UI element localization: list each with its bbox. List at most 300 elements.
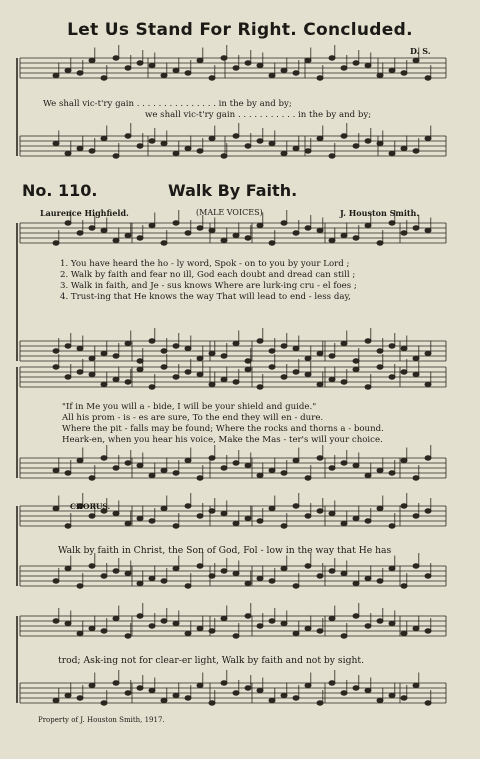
note-head xyxy=(149,339,155,343)
note-head xyxy=(149,223,155,227)
note-head xyxy=(209,351,215,355)
note-head xyxy=(401,370,407,374)
note-head xyxy=(197,564,203,568)
note-head xyxy=(65,344,71,348)
note-head xyxy=(77,696,83,700)
note-head xyxy=(341,571,347,575)
note-head xyxy=(365,339,371,343)
note-head xyxy=(377,619,383,623)
note-head xyxy=(209,228,215,232)
note-head xyxy=(317,701,323,705)
note-head xyxy=(113,377,119,381)
note-head xyxy=(329,616,335,620)
note-head xyxy=(401,631,407,635)
note-head xyxy=(89,514,95,518)
note-head xyxy=(401,71,407,75)
note-head xyxy=(65,524,71,528)
note-head xyxy=(257,576,263,580)
note-head xyxy=(101,136,107,140)
note-head xyxy=(89,626,95,630)
note-head xyxy=(281,375,287,379)
note-head xyxy=(113,154,119,158)
note-head xyxy=(89,226,95,230)
note-head xyxy=(305,372,311,376)
note-head xyxy=(65,68,71,72)
note-head xyxy=(77,71,83,75)
note-head xyxy=(53,506,59,510)
note-head xyxy=(341,134,347,138)
note-head xyxy=(317,136,323,140)
note-head xyxy=(281,344,287,348)
note-head xyxy=(305,564,311,568)
note-head xyxy=(53,619,59,623)
note-head xyxy=(269,619,275,623)
note-head xyxy=(377,698,383,702)
note-head xyxy=(269,73,275,77)
note-head xyxy=(329,354,335,358)
note-head xyxy=(173,524,179,528)
note-head xyxy=(281,621,287,625)
note-head xyxy=(401,346,407,350)
note-head xyxy=(233,66,239,70)
note-head xyxy=(353,463,359,467)
note-head xyxy=(377,241,383,245)
note-head xyxy=(329,681,335,685)
note-head xyxy=(173,344,179,348)
note-head xyxy=(269,365,275,369)
note-head xyxy=(89,683,95,687)
note-head xyxy=(173,68,179,72)
note-head xyxy=(77,146,83,150)
note-head xyxy=(245,359,251,363)
note-head xyxy=(353,236,359,240)
note-head xyxy=(425,629,431,633)
note-head xyxy=(317,574,323,578)
note-head xyxy=(425,701,431,705)
note-head xyxy=(113,56,119,60)
note-head xyxy=(365,576,371,580)
note-head xyxy=(125,66,131,70)
note-head xyxy=(341,461,347,465)
note-head xyxy=(269,141,275,145)
note-head xyxy=(53,73,59,77)
note-head xyxy=(161,506,167,510)
note-head xyxy=(305,626,311,630)
note-head xyxy=(209,629,215,633)
note-head xyxy=(281,693,287,697)
verse-1-line-b: "If in Me you will a - bide, I will be your shield and guide." xyxy=(62,402,317,412)
note-head xyxy=(233,233,239,237)
note-head xyxy=(209,509,215,513)
note-head xyxy=(257,519,263,523)
note-head xyxy=(341,341,347,345)
note-head xyxy=(161,73,167,77)
note-head xyxy=(281,151,287,155)
note-head xyxy=(113,511,119,515)
note-head xyxy=(269,506,275,510)
top-lyric-line-1: We shall vic-t'ry gain . . . . . . . . . . . . . . . in the by and by; xyxy=(43,99,292,109)
note-head xyxy=(101,76,107,80)
note-head xyxy=(77,370,83,374)
note-head xyxy=(317,456,323,460)
note-head xyxy=(65,566,71,570)
note-head xyxy=(185,696,191,700)
note-head xyxy=(353,359,359,363)
note-head xyxy=(401,146,407,150)
note-head xyxy=(377,73,383,77)
note-head xyxy=(413,356,419,360)
note-head xyxy=(401,584,407,588)
note-head xyxy=(65,471,71,475)
note-head xyxy=(77,346,83,350)
note-head xyxy=(365,139,371,143)
note-head xyxy=(389,375,395,379)
note-head xyxy=(293,370,299,374)
note-head xyxy=(293,71,299,75)
note-head xyxy=(341,233,347,237)
note-head xyxy=(413,226,419,230)
hymn-author: Laurence Highfield. xyxy=(40,208,129,218)
note-head xyxy=(221,466,227,470)
verse-2-line-a: 2. Walk by faith and fear no ill, God each doubt and dread can still ; xyxy=(60,270,356,280)
note-head xyxy=(137,359,143,363)
note-head xyxy=(413,564,419,568)
note-head xyxy=(125,380,131,384)
note-head xyxy=(293,458,299,462)
ds-mark: D. S. xyxy=(410,46,431,56)
note-head xyxy=(245,61,251,65)
note-head xyxy=(65,693,71,697)
note-head xyxy=(149,519,155,523)
note-head xyxy=(185,346,191,350)
note-head xyxy=(209,382,215,386)
note-head xyxy=(161,365,167,369)
note-head xyxy=(305,476,311,480)
note-head xyxy=(233,571,239,575)
note-head xyxy=(101,351,107,355)
note-head xyxy=(101,701,107,705)
note-head xyxy=(173,621,179,625)
note-head xyxy=(113,238,119,242)
note-head xyxy=(161,468,167,472)
note-head xyxy=(413,626,419,630)
page-title: Let Us Stand For Right. Concluded. xyxy=(67,20,413,40)
note-head xyxy=(209,76,215,80)
note-head xyxy=(269,698,275,702)
note-head xyxy=(173,471,179,475)
note-head xyxy=(197,476,203,480)
note-head xyxy=(245,581,251,585)
note-head xyxy=(209,136,215,140)
note-head xyxy=(425,456,431,460)
note-head xyxy=(197,372,203,376)
note-head xyxy=(149,473,155,477)
note-head xyxy=(293,346,299,350)
note-head xyxy=(329,238,335,242)
note-head xyxy=(365,519,371,523)
note-head xyxy=(389,221,395,225)
note-head xyxy=(389,151,395,155)
note-head xyxy=(137,516,143,520)
note-head xyxy=(161,698,167,702)
note-head xyxy=(77,458,83,462)
note-head xyxy=(401,504,407,508)
note-head xyxy=(173,151,179,155)
note-head xyxy=(113,466,119,470)
top-lyric-line-2: we shall vic-t'ry gain . . . . . . . . . . . in the by and by; xyxy=(145,110,372,120)
note-head xyxy=(65,221,71,225)
note-head xyxy=(197,626,203,630)
note-head xyxy=(113,569,119,573)
note-head xyxy=(173,693,179,697)
note-head xyxy=(221,354,227,358)
note-head xyxy=(161,241,167,245)
note-head xyxy=(425,351,431,355)
hymn-title: Walk By Faith. xyxy=(168,181,298,200)
note-head xyxy=(257,688,263,692)
note-head xyxy=(245,367,251,371)
note-head xyxy=(317,228,323,232)
note-head xyxy=(425,509,431,513)
note-head xyxy=(257,63,263,67)
note-head xyxy=(137,463,143,467)
note-head xyxy=(413,58,419,62)
note-head xyxy=(221,377,227,381)
note-head xyxy=(281,68,287,72)
note-head xyxy=(185,631,191,635)
note-head xyxy=(125,521,131,525)
note-head xyxy=(137,61,143,65)
note-head xyxy=(53,698,59,702)
note-head xyxy=(377,506,383,510)
note-head xyxy=(125,691,131,695)
hymn-number: No. 110. xyxy=(22,181,98,200)
note-head xyxy=(353,516,359,520)
note-head xyxy=(221,511,227,515)
note-head xyxy=(197,226,203,230)
note-head xyxy=(161,579,167,583)
note-head xyxy=(365,473,371,477)
note-head xyxy=(305,356,311,360)
note-head xyxy=(425,136,431,140)
note-head xyxy=(173,566,179,570)
note-head xyxy=(281,566,287,570)
note-head xyxy=(329,569,335,573)
note-head xyxy=(245,516,251,520)
note-head xyxy=(149,576,155,580)
note-head xyxy=(341,380,347,384)
note-head xyxy=(53,141,59,145)
note-head xyxy=(77,631,83,635)
note-head xyxy=(221,681,227,685)
note-head xyxy=(197,58,203,62)
note-head xyxy=(185,231,191,235)
note-head xyxy=(389,471,395,475)
note-head xyxy=(317,509,323,513)
note-head xyxy=(149,688,155,692)
note-head xyxy=(329,511,335,515)
note-head xyxy=(137,236,143,240)
note-head xyxy=(377,365,383,369)
note-head xyxy=(221,56,227,60)
note-head xyxy=(317,382,323,386)
note-head xyxy=(329,377,335,381)
note-head xyxy=(353,61,359,65)
note-head xyxy=(185,584,191,588)
note-head xyxy=(209,701,215,705)
note-head xyxy=(65,375,71,379)
note-head xyxy=(389,524,395,528)
note-head xyxy=(413,372,419,376)
note-head xyxy=(125,233,131,237)
note-head xyxy=(281,471,287,475)
note-head xyxy=(305,58,311,62)
note-head xyxy=(365,63,371,67)
note-head xyxy=(125,134,131,138)
note-head xyxy=(161,619,167,623)
note-head xyxy=(53,468,59,472)
note-head xyxy=(377,141,383,145)
note-head xyxy=(281,221,287,225)
note-head xyxy=(389,68,395,72)
note-head xyxy=(257,473,263,477)
note-head xyxy=(413,149,419,153)
note-head xyxy=(257,385,263,389)
note-head xyxy=(197,514,203,518)
note-head xyxy=(353,686,359,690)
note-head xyxy=(377,468,383,472)
note-head xyxy=(113,354,119,358)
note-head xyxy=(185,458,191,462)
note-head xyxy=(293,231,299,235)
note-head xyxy=(185,71,191,75)
note-head xyxy=(269,349,275,353)
note-head xyxy=(329,56,335,60)
note-head xyxy=(77,231,83,235)
note-head xyxy=(413,476,419,480)
chorus-line-1: Walk by faith in Christ, the Son of God, Fol - low in the way that He has xyxy=(58,545,392,556)
note-head xyxy=(161,141,167,145)
note-head xyxy=(293,504,299,508)
verse-3-line-a: 3. Walk in faith, and Je - sus knows Where are lurk-ing cru - el foes ; xyxy=(60,281,357,291)
note-head xyxy=(413,683,419,687)
note-head xyxy=(341,634,347,638)
note-head xyxy=(221,616,227,620)
note-head xyxy=(89,58,95,62)
note-head xyxy=(365,688,371,692)
note-head xyxy=(113,616,119,620)
note-head xyxy=(341,521,347,525)
note-head xyxy=(137,614,143,618)
note-head xyxy=(425,76,431,80)
note-head xyxy=(53,241,59,245)
note-head xyxy=(185,146,191,150)
note-head xyxy=(365,385,371,389)
note-head xyxy=(125,634,131,638)
note-head xyxy=(245,463,251,467)
note-head xyxy=(377,349,383,353)
note-head xyxy=(413,514,419,518)
note-head xyxy=(389,621,395,625)
note-head xyxy=(137,367,143,371)
note-head xyxy=(101,456,107,460)
note-head xyxy=(305,683,311,687)
note-head xyxy=(425,574,431,578)
note-head xyxy=(317,629,323,633)
note-head xyxy=(101,574,107,578)
note-head xyxy=(425,228,431,232)
verse-1-line-a: 1. You have heard the ho - ly word, Spok - on to you by your Lord ; xyxy=(60,259,350,269)
note-head xyxy=(389,693,395,697)
note-head xyxy=(233,380,239,384)
note-head xyxy=(233,461,239,465)
note-head xyxy=(53,349,59,353)
note-head xyxy=(149,139,155,143)
note-head xyxy=(89,372,95,376)
note-head xyxy=(137,144,143,148)
note-head xyxy=(377,579,383,583)
note-head xyxy=(245,614,251,618)
note-head xyxy=(89,356,95,360)
note-head xyxy=(269,241,275,245)
note-head xyxy=(317,351,323,355)
verse-2-line-b: All his prom - is - es are sure, To the end they will en - dure. xyxy=(62,413,324,423)
note-head xyxy=(89,476,95,480)
note-head xyxy=(305,149,311,153)
note-head xyxy=(293,146,299,150)
note-head xyxy=(329,154,335,158)
note-head xyxy=(209,456,215,460)
note-head xyxy=(233,134,239,138)
note-head xyxy=(293,696,299,700)
note-head xyxy=(197,356,203,360)
note-head xyxy=(101,629,107,633)
chorus-line-2: trod; Ask-ing not for clear-er light, Walk by faith and not by sight. xyxy=(58,655,364,666)
note-head xyxy=(425,382,431,386)
note-head xyxy=(89,149,95,153)
note-head xyxy=(125,341,131,345)
note-head xyxy=(269,579,275,583)
note-head xyxy=(125,461,131,465)
hymn-composer: J. Houston Smith. xyxy=(340,208,420,218)
note-head xyxy=(401,696,407,700)
note-head xyxy=(149,624,155,628)
note-head xyxy=(101,382,107,386)
note-head xyxy=(257,223,263,227)
note-head xyxy=(281,524,287,528)
note-head xyxy=(293,631,299,635)
note-head xyxy=(305,226,311,230)
note-head xyxy=(353,367,359,371)
note-head xyxy=(161,349,167,353)
note-head xyxy=(197,683,203,687)
note-head xyxy=(233,634,239,638)
note-head xyxy=(53,579,59,583)
note-head xyxy=(221,238,227,242)
note-head xyxy=(401,458,407,462)
verse-4-line-a: 4. Trust-ing that He knows the way That will lead to end - less day, xyxy=(60,292,351,302)
note-head xyxy=(173,221,179,225)
note-head xyxy=(353,614,359,618)
note-head xyxy=(101,228,107,232)
note-head xyxy=(197,149,203,153)
note-head xyxy=(89,564,95,568)
note-head xyxy=(365,624,371,628)
note-head xyxy=(149,63,155,67)
note-head xyxy=(329,466,335,470)
note-head xyxy=(65,621,71,625)
note-head xyxy=(137,581,143,585)
